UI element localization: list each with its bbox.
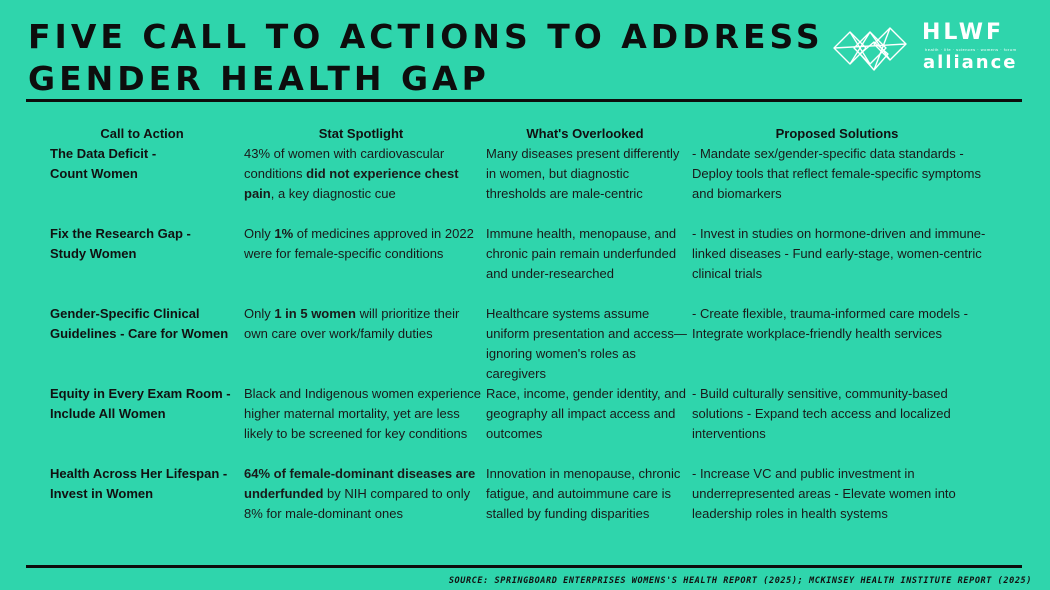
stat-spotlight-cell: Only 1 in 5 women will prioritize their own care over work/family duties — [244, 306, 460, 341]
logo-alliance-text: alliance — [923, 52, 1018, 73]
column-header: What's Overlooked — [526, 126, 644, 141]
title-line-2: GENDER HEALTH GAP — [28, 59, 490, 98]
hlwf-logo — [830, 20, 1030, 78]
diamond-lattice-icon — [830, 20, 912, 76]
call-to-action-cell: The Data Deficit - Count Women — [50, 146, 157, 181]
title-line-1: FIVE CALL TO ACTIONS TO ADDRESS — [28, 17, 824, 56]
table-row — [44, 144, 986, 224]
table-row — [44, 304, 986, 384]
overlooked-cell: Immune health, menopause, and chronic pain remain underfunded and under-researched — [486, 226, 677, 281]
column-header: Stat Spotlight — [318, 126, 404, 141]
column-header: Proposed Solutions — [775, 126, 899, 141]
stat-spotlight-cell: Black and Indigenous women experience higher maternal mortality, yet are less likely to be screened for key conditions — [244, 386, 482, 441]
call-to-action-cell: Equity in Every Exam Room - Include All Women — [50, 386, 231, 421]
call-to-action-cell: Fix the Research Gap - Study Women — [50, 226, 191, 261]
overlooked-cell: Many diseases present differently in women, but diagnostic thresholds are male-centric — [486, 146, 680, 201]
bottom-divider — [26, 565, 1022, 568]
solutions-cell: - Create flexible, trauma-informed care models - Integrate workplace-friendly health services — [692, 306, 968, 341]
call-to-action-table — [44, 124, 986, 544]
stat-spotlight-cell: 43% of women with cardiovascular conditions did not experience chest pain, a key diagnostic cue — [244, 146, 459, 201]
table-row — [44, 224, 986, 304]
overlooked-cell: Innovation in menopause, chronic fatigue, and autoimmune care is stalled by funding disparities — [486, 466, 681, 521]
table-header-row — [44, 124, 986, 144]
logo-brand-text: HLWF — [922, 20, 1005, 45]
stat-spotlight-cell: Only 1% of medicines approved in 2022 were for female-specific conditions — [244, 226, 474, 261]
table-row — [44, 384, 986, 464]
table-row — [44, 464, 986, 544]
call-to-action-cell: Health Across Her Lifespan - Invest in Women — [50, 466, 228, 501]
solutions-cell: - Build culturally sensitive, community-based solutions - Expand tech access and localized interventions — [692, 386, 951, 441]
page-title — [28, 16, 824, 100]
column-header: Call to Action — [100, 126, 184, 141]
solutions-cell: - Invest in studies on hormone-driven and immune-linked diseases - Fund early-stage, women-centric clinical trials — [692, 226, 986, 281]
source-citation: SOURCE: SPRINGBOARD ENTERPRISES WOMENS'S HEALTH REPORT (2025); MCKINSEY HEALTH INSTITUTE REPORT (2025) — [448, 576, 1032, 586]
logo-subtext: health · life · sciences · womens · forum — [925, 47, 1017, 52]
stat-spotlight-cell: 64% of female-dominant diseases are underfunded by NIH compared to only 8% for male-dominant ones — [244, 466, 476, 521]
solutions-cell: - Increase VC and public investment in underrepresented areas - Elevate women into leadership roles in health systems — [692, 466, 956, 521]
call-to-action-cell: Gender-Specific Clinical Guidelines - Care for Women — [50, 306, 229, 341]
overlooked-cell: Healthcare systems assume uniform presentation and access—ignoring women's roles as caregivers — [486, 306, 687, 381]
solutions-cell: - Mandate sex/gender-specific data standards - Deploy tools that reflect female-specific symptoms and biomarkers — [692, 146, 981, 201]
overlooked-cell: Race, income, gender identity, and geography all impact access and outcomes — [486, 386, 686, 441]
top-divider — [26, 99, 1022, 102]
